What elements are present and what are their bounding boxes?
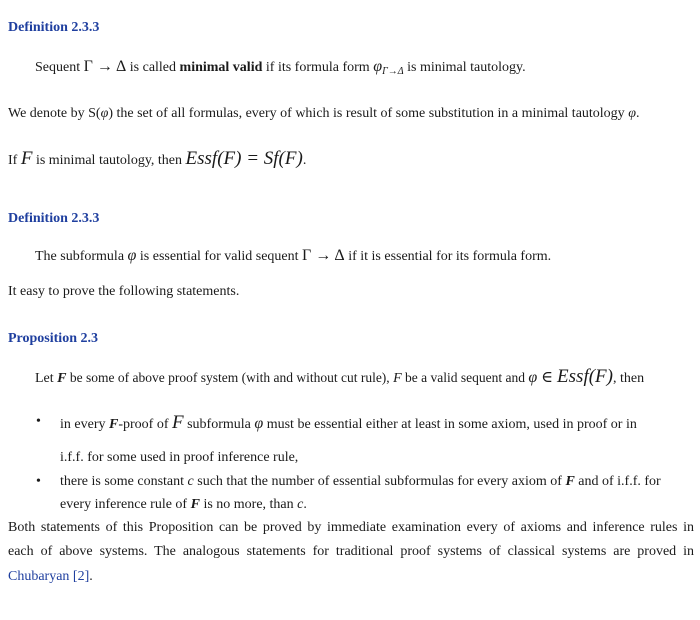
text-fragment: If <box>8 153 21 168</box>
formula-F: F <box>20 148 33 169</box>
proof-system-symbol: F <box>57 371 67 386</box>
closing-paragraph-line-2: each of above systems. The analogous statements for traditional proof systems of classical systems are proved in <box>8 544 694 559</box>
proposition-heading: Proposition 2.3 <box>8 331 98 346</box>
proof-system-symbol: F <box>108 417 119 432</box>
citation-link[interactable]: Chubaryan [2] <box>8 569 90 584</box>
phi-symbol: φ <box>254 415 264 432</box>
bullet-item-1-line-2: i.f.f. for some used in proof inference rule, <box>60 450 299 465</box>
text-fragment: -proof of <box>118 417 172 432</box>
definition-1-text <box>35 58 700 77</box>
proof-system-symbol: F <box>565 474 575 489</box>
paragraph-easy-to-prove: It easy to prove the following statements. <box>8 284 240 299</box>
definition-heading-1: Definition 2.3.3 <box>8 20 100 35</box>
text-fragment: there is some constant <box>60 474 188 489</box>
phi-subscript: Γ→Δ <box>382 66 404 77</box>
definition-2-text <box>35 247 700 265</box>
sequent-symbol: Γ → Δ <box>302 247 345 264</box>
bullet-item-1 <box>60 412 694 434</box>
text-fragment: is no more, than <box>199 497 298 512</box>
text-fragment: is called <box>126 60 180 75</box>
bullet-item-2-line-2 <box>60 497 700 513</box>
sequent-symbol: Γ → Δ <box>83 58 127 75</box>
text-fragment: is minimal tautology. <box>403 60 526 75</box>
phi-symbol: φ <box>628 106 636 121</box>
text-fragment: in every <box>60 417 109 432</box>
phi-symbol: φ <box>373 58 383 75</box>
text-fragment: if it is essential for its formula form. <box>344 249 552 264</box>
closing-paragraph-line-1: Both statements of this Proposition can be proved by immediate examination every of axioms and inference rules in <box>8 520 694 535</box>
text-fragment: . <box>635 106 640 121</box>
text-fragment: Let <box>35 371 58 386</box>
bullet-marker: • <box>36 474 41 489</box>
formula-F: F <box>393 371 402 386</box>
text-fragment: such that the number of essential subformulas for every axiom of <box>193 474 566 489</box>
proof-system-symbol: F <box>190 497 200 512</box>
closing-paragraph-line-3 <box>8 569 700 585</box>
essf-formula: Essf(F) <box>557 366 613 387</box>
bullet-marker: • <box>36 414 41 429</box>
text-fragment: if its formula form <box>262 60 374 75</box>
text-fragment: The subformula <box>35 249 128 264</box>
element-of-relation: φ ∈ <box>528 369 558 386</box>
text-fragment: subformula <box>183 417 255 432</box>
constant-c: c <box>187 474 194 489</box>
text-fragment: We denote by S( <box>8 106 101 121</box>
paragraph-essf-equality <box>8 148 700 170</box>
text-fragment: every inference rule of <box>60 497 191 512</box>
paragraph-set-definition <box>8 106 692 122</box>
term-minimal-valid: minimal valid <box>179 60 263 75</box>
text-fragment: . <box>302 153 307 168</box>
text-fragment: be a valid sequent and <box>401 370 529 385</box>
text-fragment: , then <box>612 371 645 386</box>
text-fragment: is essential for valid sequent <box>136 249 303 264</box>
text-fragment: must be essential either at least in some axiom, used in proof or in <box>263 417 637 432</box>
formula-F: F <box>171 412 184 433</box>
bullet-item-2 <box>60 474 694 490</box>
text-fragment: . <box>89 569 93 584</box>
phi-symbol: φ <box>127 247 137 264</box>
text-fragment: . <box>303 497 307 512</box>
text-fragment: be some of above proof system (with and without cut rule), <box>66 370 394 385</box>
constant-c: c <box>297 497 304 512</box>
text-fragment: Sequent <box>35 60 84 75</box>
text-fragment: is minimal tautology, then <box>32 153 186 168</box>
text-fragment: ) the set of all formulas, every of which is result of some substitution in a minimal tautology <box>108 106 629 121</box>
proposition-statement <box>35 366 694 388</box>
essf-sf-formula: Essf(F) = Sf(F) <box>185 148 303 169</box>
phi-symbol: φ <box>100 106 109 121</box>
definition-heading-2: Definition 2.3.3 <box>8 211 100 226</box>
text-fragment: and of i.f.f. for <box>574 474 661 489</box>
